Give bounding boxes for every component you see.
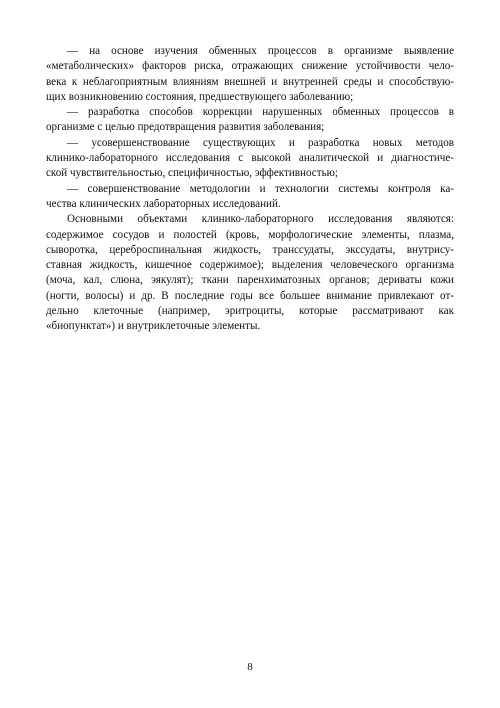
text-line: — совершенствование методологии и технологии системы контроля ка- bbox=[67, 182, 454, 195]
text-line: — разработка способов коррекции нарушенных обменных процессов в bbox=[67, 106, 454, 119]
text-line: организме с целью предотвращения развития заболевания; bbox=[46, 121, 325, 134]
text-line: «биопунктат») и внутриклеточные элементы. bbox=[46, 320, 261, 333]
text-line: клинико-лабораторного исследования с высокой аналитической и диагностиче- bbox=[46, 152, 454, 165]
text-line: ставная жидкость, кишечное содержимое); выделения человеческого организма bbox=[46, 259, 454, 272]
page-number: 8 bbox=[247, 661, 253, 673]
text-line: ской чувствительностью, специфичностью, эффективностью; bbox=[46, 167, 338, 180]
text-line: (ногти, волосы) и др. В последние годы все большее внимание привлекают от- bbox=[46, 289, 454, 302]
text-line: щих возникновению состояния, предшествующего заболеванию; bbox=[46, 90, 354, 103]
text-line: дельно клеточные (например, эритроциты, которые рассматривают как bbox=[46, 305, 454, 318]
text-line: — на основе изучения обменных процессов в организме выявление bbox=[67, 45, 454, 57]
text-line: века к неблагоприятным влияниям внешней и внутренней среды и способствую- bbox=[46, 75, 454, 88]
text-line: содержимое сосудов и полостей (кровь, морфологические элементы, плазма, bbox=[46, 228, 454, 241]
text-line: (моча, кал, слюна, эякулят); ткани паренхиматозных органов; дериваты кожи bbox=[46, 274, 454, 287]
text-line: чества клинических лабораторных исследований. bbox=[46, 197, 281, 210]
text-line: сыворотка, цереброспинальная жидкость, транссудаты, экссудаты, внутрису- bbox=[46, 243, 454, 256]
text-line: Основными объектами клинико-лабораторного исследования являются: bbox=[67, 213, 454, 226]
text-line: — усовершенствование существующих и разработка новых методов bbox=[67, 136, 454, 149]
body-text bbox=[46, 44, 454, 335]
text-line: «метаболических» факторов риска, отражающих снижение устойчивости чело- bbox=[46, 60, 454, 73]
